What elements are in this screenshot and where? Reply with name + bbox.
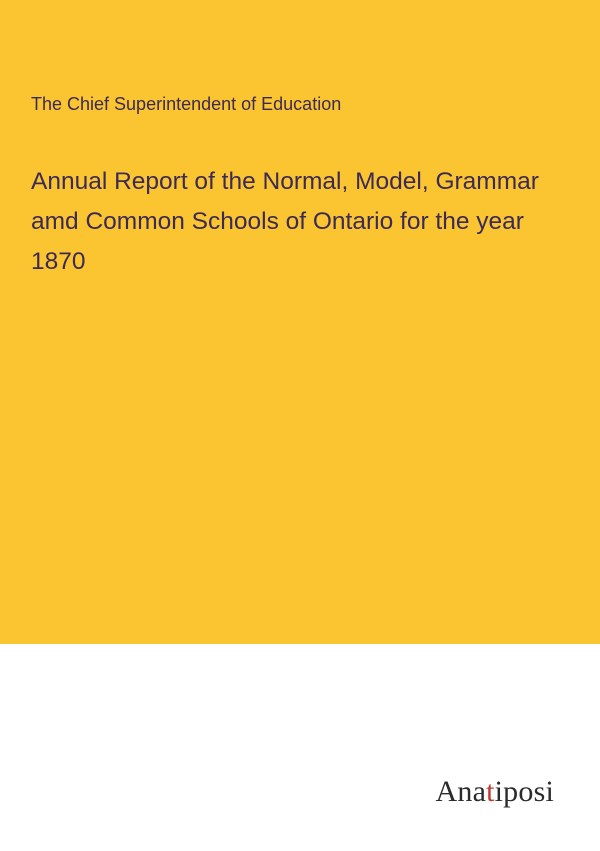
publisher-logo	[436, 774, 555, 810]
publisher-logo-accent-letter: t	[486, 775, 495, 808]
book-title: Annual Report of the Normal, Model, Grammar amd Common Schools of Ontario for the year 1870	[31, 168, 539, 275]
publisher-logo-text: Ana	[435, 775, 487, 808]
cover-white-panel	[0, 644, 600, 851]
publisher-logo-text-end: iposi	[494, 775, 554, 808]
author-name: The Chief Superintendent of Education	[31, 94, 342, 114]
